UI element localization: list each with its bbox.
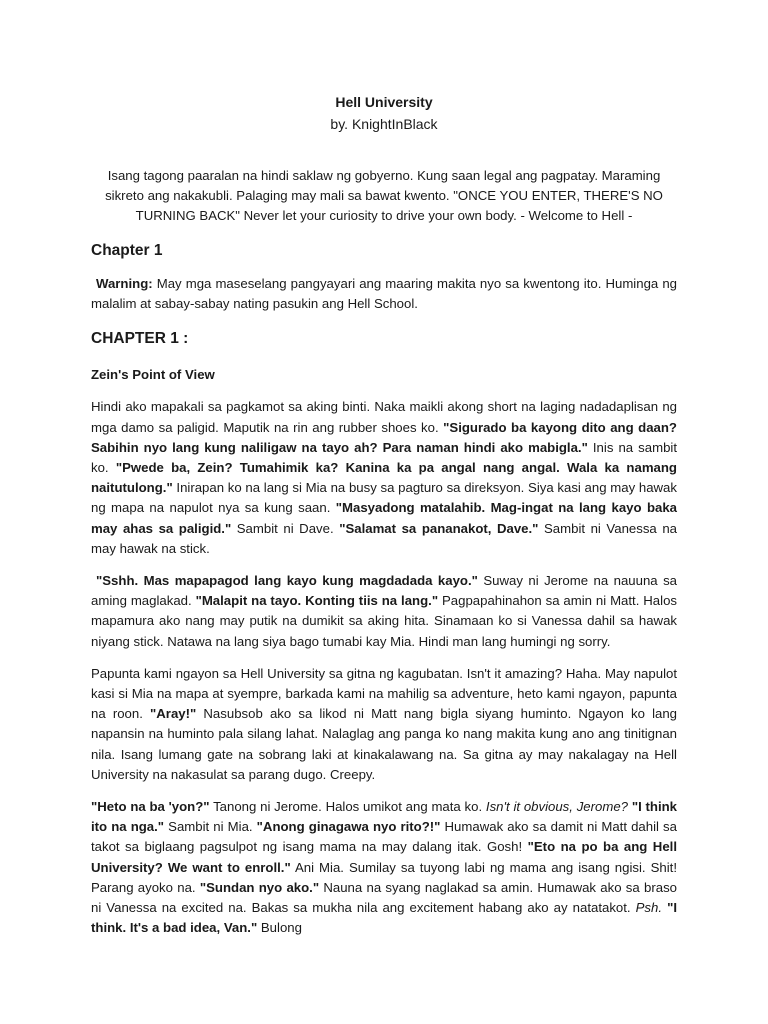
narration-text: Papunta kami ngayon sa Hell University sa gitna ng kagubatan. Isn't it amazing? Haha. May napulot kasi si Mia na mapa at syempre, barkada kami na mahilig sa adventure, heto kami ngayon, papunta na roon. [91, 665, 677, 722]
story-author: by. KnightInBlack [330, 116, 438, 132]
dialogue-line: "I think ito na nga." [91, 799, 678, 835]
warning-text: May mga maseselang pangyayari ang maaring makita nyo sa kwentong ito. Huminga ng malalim at sabay-sabay nating pasukin ang Hell School. [91, 276, 677, 312]
dialogue-line: "Salamat sa pananakot, Dave." [339, 520, 539, 536]
narration-text: Sambit ni Vanessa na may hawak na stick. [91, 520, 677, 556]
warning-paragraph [91, 274, 677, 314]
narration-text: Sambit ni Dave. [231, 520, 340, 536]
dialogue-line: "Aray!" [150, 706, 197, 722]
chapter-heading: Chapter 1 [91, 242, 163, 259]
narration-text: Pagpapahinahon sa amin ni Matt. Halos mapamura ako nang may putik na dumikit sa aking hita. Sinamaan ko si Vanessa dahil sa hawak niyang stick. Natawa na lang siya bago tumabi kay Mia. Hindi man lang humingi ng sorry. [91, 593, 678, 649]
narration-text: Nauna na syang naglakad sa amin. Humawak ako sa braso ni Vanessa na excited na. Bakas sa mukha nila ang excitement habang ako ay natatakot. [91, 879, 677, 916]
dialogue-line: "Masyadong matalahib. Mag-ingat na lang kayo baka may ahas sa paligid." [91, 500, 678, 536]
warning-label: Warning: [96, 276, 153, 291]
chapter-heading-caps: CHAPTER 1 : [91, 330, 189, 348]
narration-text: Hindi ako mapakali sa pagkamot sa aking binti. Naka maikli akong short na laging nadadaplisan ng mga damo sa paligid. Maputik na rin ang rubber shoes ko. [91, 399, 677, 435]
story-paragraph-2 [91, 571, 677, 652]
inner-thought: Isn't it obvious, Jerome? [485, 799, 629, 815]
narration-text: Tanong ni Jerome. Halos umikot ang mata ko. [209, 799, 486, 815]
dialogue-line: "Sshh. Mas mapapagod lang kayo kung magdadada kayo." [96, 573, 478, 589]
narration-text: Ani Mia. Sumilay sa tuyong labi ng mama ang isang ngisi. Shit! Parang ayoko na. [91, 859, 677, 895]
story-paragraph-3 [91, 664, 677, 785]
dialogue-line: "Malapit na tayo. Konting tiis na lang." [195, 593, 439, 609]
story-paragraph-4 [91, 797, 677, 938]
narration-text: Inirapan ko na lang si Mia na busy sa pagturo sa direksyon. Siya kasi ang may hawak ng mapa na napulot nya sa kung saan. [91, 480, 677, 516]
dialogue-line: "Sigurado ba kayong dito ang daan? Sabihin nyo lang kung naliligaw na tayo ah? Para naman hindi ako mabigla." [91, 419, 677, 455]
story-synopsis: Isang tagong paaralan na hindi saklaw ng gobyerno. Kung saan legal ang pagpatay. Maraming sikreto ang nakakubli. Palaging may mali sa bawat kwento. "ONCE YOU ENTER, THERE'S NO TURNING BACK" Never let your curiosity to drive your own body. - Welcome to Hell - [105, 168, 663, 223]
story-title: Hell University [335, 94, 433, 110]
dialogue-line: "Heto na ba 'yon?" [91, 799, 210, 815]
narration-text: Sambit ni Mia. [164, 819, 257, 835]
narration-text: Bulong [257, 920, 302, 936]
inner-thought: Psh. [635, 900, 663, 916]
narration-text: Humawak ako sa damit ni Matt dahil sa takot sa biglaang pagsulpot ng isang mama na may dalang itak. Gosh! [91, 819, 677, 855]
dialogue-line: "Pwede ba, Zein? Tumahimik ka? Kanina ka pa angal nang angal. Wala ka namang naitutulong." [91, 460, 677, 496]
dialogue-line: "Anong ginagawa nyo rito?!" [256, 819, 441, 835]
dialogue-line: "Sundan nyo ako." [199, 879, 320, 895]
narration-text: Inis na sambit ko. [91, 439, 678, 476]
dialogue-line: "Eto na po ba ang Hell University? We want to enroll." [91, 839, 677, 875]
story-paragraph-1 [91, 397, 677, 559]
narration-text: Suway ni Jerome na nauuna sa aming maglakad. [91, 573, 677, 609]
pov-heading: Zein's Point of View [91, 367, 215, 383]
narration-text: Nasubsob ako sa likod ni Matt nang bigla siyang huminto. Ngayon ko lang napansin na huminto pala silang lahat. Nalaglag ang panga ko nang makita kung ano ang tinitignan nila. Isang lumang gate na sobrang laki at kinakalawang na. Sa gitna ay may nakalagay na Hell University na nakasulat sa parang dugo. Creepy. [91, 706, 678, 782]
document-page [91, 92, 677, 938]
dialogue-line: "I think. It's a bad idea, Van." [91, 900, 677, 936]
